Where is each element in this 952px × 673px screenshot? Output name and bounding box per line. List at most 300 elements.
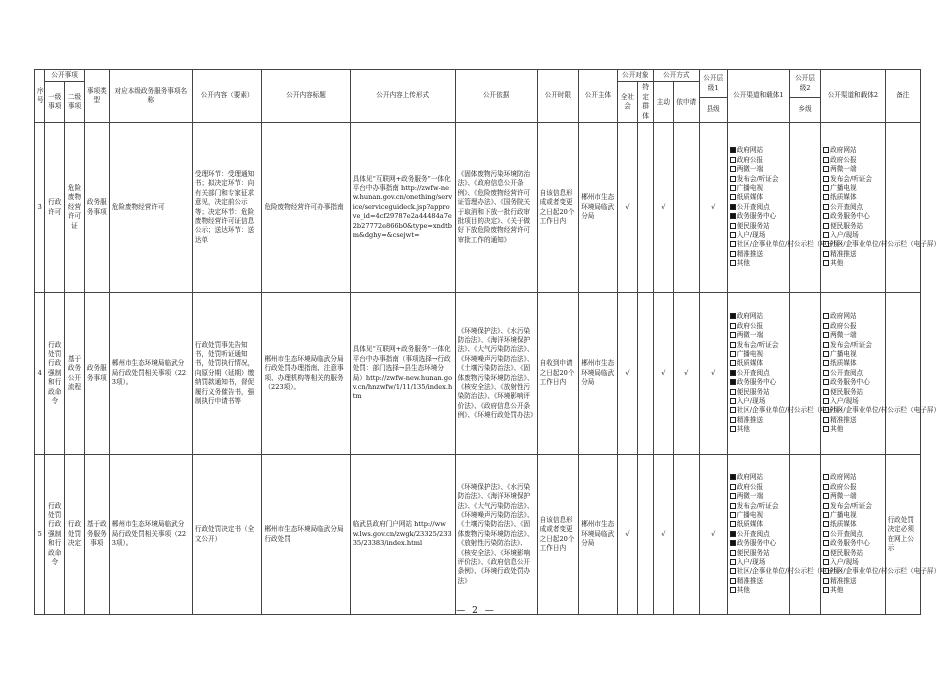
channel-label: 政府公报 <box>736 155 764 164</box>
channel-item <box>823 406 941 415</box>
row-level2 <box>790 123 821 293</box>
row-mark-active: √ <box>653 455 673 615</box>
channel-item <box>823 165 882 174</box>
channel-item <box>823 203 882 212</box>
channel-label: 便民服务站 <box>830 221 864 230</box>
channel-item <box>730 502 787 511</box>
channel-item <box>823 156 882 165</box>
channel-label: 公开查阅点 <box>736 368 770 377</box>
row-service-name: 郴州市生态环境局临武分局行政处罚相关事项（223项）。 <box>109 293 192 455</box>
checkbox-icon <box>823 147 829 153</box>
checkbox-icon <box>823 166 829 172</box>
channel-item <box>823 483 882 492</box>
checkbox-icon <box>823 407 829 413</box>
header-seq: 序号 <box>35 70 45 123</box>
channel-label: 纸质媒体 <box>830 359 857 368</box>
row-mark-specific <box>638 123 654 293</box>
channel-item <box>730 416 787 425</box>
channel-item <box>823 240 941 249</box>
row-basis: 《固体废物污染环境防治法》、《政府信息公开条例》、《危险废物经营许可证管理办法》、《国务院关于取消和下放一批行政审批项目的决定》、《关于做好下放危险废物经营许可审批工作的通知》 <box>455 123 537 293</box>
checkbox-icon <box>730 360 736 366</box>
header-level2-value: 乡级 <box>790 98 821 123</box>
channel-label: 广播电视 <box>830 350 857 359</box>
channel-item <box>823 539 882 548</box>
checkbox-icon <box>730 559 736 565</box>
channel-item <box>730 425 787 434</box>
checkbox-icon <box>823 360 829 366</box>
channel-label: 政府公报 <box>830 482 857 491</box>
checkbox-icon <box>823 587 829 593</box>
checkbox-icon <box>823 559 829 565</box>
checkbox-icon <box>730 185 736 191</box>
channel-item <box>730 492 787 501</box>
checkbox-icon <box>730 232 736 238</box>
channel-label: 政务服务中心 <box>736 378 777 387</box>
row-content-title: 郴州市生态环境局临武分局行政处罚办理指南、注意事项、办理机构等相关的服务（223项）。 <box>262 293 350 455</box>
channel-item <box>730 350 787 359</box>
row-mark-specific <box>638 455 654 615</box>
checkbox-icon <box>730 194 736 200</box>
channel-label: 社区/企事业单位/村公示栏（电子屏） <box>830 406 941 415</box>
checked-box-icon <box>730 531 736 537</box>
header-subject: 公开主体 <box>579 70 617 123</box>
disclosure-table <box>34 69 941 615</box>
header-method-active: 主动 <box>653 82 673 123</box>
channel-item <box>823 212 882 221</box>
channel-label: 广播电视 <box>830 511 857 520</box>
channel-item <box>823 193 882 202</box>
checkbox-icon <box>730 568 736 574</box>
row-mark-all: √ <box>617 293 638 455</box>
checkbox-icon <box>823 213 829 219</box>
channel-label: 政务服务中心 <box>736 212 777 221</box>
row-channels2 <box>821 123 941 293</box>
checked-box-icon <box>730 379 736 385</box>
header-channel2: 公开渠道和载体2 <box>821 70 885 123</box>
channel-item <box>730 250 787 259</box>
checkbox-icon <box>730 417 736 423</box>
channel-item <box>823 312 882 321</box>
header-level1: 公开层级1 <box>699 70 727 98</box>
page-number: — 2 — <box>456 606 496 616</box>
channel-item <box>823 322 882 331</box>
channel-label: 便民服务站 <box>830 548 864 557</box>
row-content: 行政处罚事先告知书，处罚听证通知书，处罚执行情况，向原分期（延期）缴纳罚款通知书，督促履行义务催告书，强制执行申请书等 <box>192 293 262 455</box>
header-item-type: 事项类型 <box>84 70 109 123</box>
channel-item <box>730 240 847 249</box>
row-channels2 <box>821 293 941 455</box>
channel-item <box>823 222 882 231</box>
channel-label: 广播电视 <box>736 350 764 359</box>
checkbox-icon <box>730 512 736 518</box>
channel-item <box>823 530 882 539</box>
channel-label: 政务服务中心 <box>736 539 777 548</box>
checkbox-icon <box>823 578 829 584</box>
row-item-type: 政务服务事项 <box>84 123 109 293</box>
channel-label: 社区/企事业单位/村公示栏（电子屏） <box>736 406 847 415</box>
channel-label: 政府网站 <box>736 312 764 321</box>
channel-label: 其他 <box>736 425 750 434</box>
channel-label: 广播电视 <box>736 184 764 193</box>
channel-item <box>823 549 882 558</box>
channel-item <box>730 369 787 378</box>
checkbox-icon <box>730 351 736 357</box>
checkbox-icon <box>730 176 736 182</box>
channel-label: 发布会/听证会 <box>736 174 779 183</box>
channel-label: 社区/企事业单位/村公示栏（电子屏） <box>830 240 941 249</box>
checked-box-icon <box>730 540 736 546</box>
channel-item <box>823 511 882 520</box>
checkbox-icon <box>730 166 736 172</box>
header-level2: 公开层级2 <box>790 70 821 98</box>
header-target-specific: 特定群体 <box>638 82 654 123</box>
row-level2-item: 行政处罚决定 <box>65 455 85 615</box>
row-time-limit: 自该信息形成或者变更之日起20个工作日内 <box>537 455 579 615</box>
checkbox-icon <box>730 332 736 338</box>
channel-label: 发布会/听证会 <box>830 340 872 349</box>
header-method: 公开方式 <box>653 70 699 82</box>
channel-item <box>730 406 847 415</box>
channel-item <box>823 184 882 193</box>
checkbox-icon <box>730 521 736 527</box>
channel-label: 发布会/听证会 <box>830 501 872 510</box>
checkbox-icon <box>823 379 829 385</box>
row-mark-apply <box>673 123 699 293</box>
channel-label: 精准推送 <box>830 576 857 585</box>
channel-label: 便民服务站 <box>736 548 770 557</box>
checked-box-icon <box>730 474 736 480</box>
channel-label: 政务服务中心 <box>830 212 870 221</box>
checkbox-icon <box>823 194 829 200</box>
channel-label: 其他 <box>736 259 750 268</box>
channel-item <box>730 165 787 174</box>
row-level1-item: 行政许可 <box>45 123 65 293</box>
checkbox-icon <box>823 204 829 210</box>
checkbox-icon <box>823 474 829 480</box>
channel-label: 两微一端 <box>736 165 764 174</box>
channel-label: 入户/现场 <box>830 397 859 406</box>
checkbox-icon <box>730 426 736 432</box>
table-row <box>35 123 921 293</box>
channel-label: 政府公报 <box>736 482 764 491</box>
channel-item <box>823 473 882 482</box>
channel-item <box>823 331 882 340</box>
row-item-type: 基于政务服务事项 <box>84 455 109 615</box>
channel-label: 政府网站 <box>736 146 764 155</box>
row-service-name: 郴州市生态环境局临武分局行政处罚相关事项（223项）。 <box>109 455 192 615</box>
channel-label: 入户/现场 <box>736 558 766 567</box>
channel-item <box>730 577 787 586</box>
checkbox-icon <box>730 342 736 348</box>
channel-label: 公开查阅点 <box>736 529 770 538</box>
row-remark <box>885 293 920 455</box>
row-mark-level1: √ <box>699 455 727 615</box>
channel-label: 政府公报 <box>830 321 857 330</box>
table-row <box>35 455 921 615</box>
row-subject: 郴州市生态环境局临武分局 <box>579 293 617 455</box>
channel-label: 两微一端 <box>830 165 857 174</box>
channel-label: 政务服务中心 <box>830 378 870 387</box>
checkbox-icon <box>823 176 829 182</box>
channel-label: 政府网站 <box>830 473 857 482</box>
channel-label: 入户/现场 <box>830 558 859 567</box>
channel-label: 便民服务站 <box>736 221 770 230</box>
row-mark-all: √ <box>617 123 638 293</box>
header-content-title: 公开内容标题 <box>262 70 350 123</box>
channel-item <box>823 259 882 268</box>
channel-label: 其他 <box>736 586 750 595</box>
channel-item <box>823 378 882 387</box>
channel-label: 公开查阅点 <box>830 368 864 377</box>
channel-label: 两微一端 <box>830 492 857 501</box>
channel-item <box>730 222 787 231</box>
checkbox-icon <box>730 503 736 509</box>
header-basis: 公开依据 <box>455 70 537 123</box>
checkbox-icon <box>730 223 736 229</box>
channel-item <box>730 184 787 193</box>
row-seq: 4 <box>35 293 45 455</box>
checkbox-icon <box>823 521 829 527</box>
row-mark-level1: √ <box>699 123 727 293</box>
channel-item <box>730 322 787 331</box>
row-mark-all: √ <box>617 455 638 615</box>
channel-item <box>823 577 882 586</box>
checkbox-icon <box>823 223 829 229</box>
channel-label: 便民服务站 <box>830 387 864 396</box>
header-time-limit: 公开时限 <box>537 70 579 123</box>
row-subject: 郴州市生态环境局临武分局 <box>579 123 617 293</box>
row-mark-active: √ <box>653 123 673 293</box>
checkbox-icon <box>730 241 736 247</box>
header-remark: 备注 <box>885 70 920 123</box>
checkbox-icon <box>730 587 736 593</box>
row-basis: 《环境保护法》、《水污染防治法》、《海洋环境保护法》、《大气污染防治法》、《环境噪声污染防治法》、《土壤污染防治法》、《固体废物污染环境防治法》、《核安全法》、《放射性污染防治法》、《环境影响评价法》、《政府信息公开条例》、《环境行政处罚办法》 <box>455 293 537 455</box>
checked-box-icon <box>730 370 736 376</box>
checkbox-icon <box>730 578 736 584</box>
row-upload-form: 临武县政府门户网站 http://www.lws.gov.cn/zwgk/23325/23335/23383/index.html <box>350 455 455 615</box>
channel-label: 两微一端 <box>736 492 764 501</box>
checkbox-icon <box>823 251 829 257</box>
channel-label: 发布会/听证会 <box>736 501 779 510</box>
header-level1-item: 一级事项 <box>45 82 65 123</box>
row-channels1 <box>727 293 847 455</box>
header-public-item: 公开事项 <box>45 70 84 82</box>
channel-label: 政府网站 <box>830 312 857 321</box>
channel-item <box>730 378 787 387</box>
channel-item <box>823 567 941 576</box>
row-time-limit: 自收到申请之日起20个工作日内 <box>537 293 579 455</box>
checkbox-icon <box>823 417 829 423</box>
header-content: 公开内容（要素） <box>192 70 262 123</box>
checked-box-icon <box>730 213 736 219</box>
channel-label: 社区/企事业单位/村公示栏（电子屏） <box>736 567 847 576</box>
channel-label: 公开查阅点 <box>830 202 864 211</box>
checkbox-icon <box>823 313 829 319</box>
row-level1-item: 行政处罚行政强制和行政命令 <box>45 455 65 615</box>
checkbox-icon <box>823 241 829 247</box>
row-mark-apply <box>673 455 699 615</box>
checkbox-icon <box>730 157 736 163</box>
header-channel1: 公开渠道和载体1 <box>727 70 789 123</box>
checkbox-icon <box>823 232 829 238</box>
row-time-limit: 自该信息形成或者变更之日起20个工作日内 <box>537 123 579 293</box>
row-seq: 5 <box>35 455 45 615</box>
row-upload-form: 具体见“互联网+政务服务”一体化平台中办事指南 http://zwfw-new.hunan.gov.cn/onething/service/serviceguideck.jsp?approve_id=4cf29787e2a44484a7e2b27772e866b0&type=xndtbm&dghy=&csejwt= <box>350 123 455 293</box>
row-upload-form: 具体见“互联网+政务服务”一体化平台中办事指南（事项选择→行政处罚：部门选择→县生态环境分局）http://zwfw-new.hunan.gov.cn/hnzwfw/1/11/135/index.htm <box>350 293 455 455</box>
header-level2-item: 二级事项 <box>65 82 85 123</box>
row-content-title: 郴州市生态环境局临武分局行政处罚 <box>262 455 350 615</box>
row-remark: 行政处罚决定必须在网上公示 <box>885 455 920 615</box>
checkbox-icon <box>823 512 829 518</box>
channel-item <box>823 416 882 425</box>
checked-box-icon <box>730 147 736 153</box>
channel-label: 广播电视 <box>736 511 764 520</box>
header-service-name: 对应本级政务服务事项名称 <box>109 70 192 123</box>
channel-item <box>730 359 787 368</box>
checkbox-icon <box>823 493 829 499</box>
channel-label: 精准推送 <box>736 415 764 424</box>
checkbox-icon <box>730 484 736 490</box>
channel-label: 纸质媒体 <box>736 520 764 529</box>
channel-item <box>823 520 882 529</box>
table-row <box>35 293 921 455</box>
channel-item <box>730 259 787 268</box>
checkbox-icon <box>730 323 736 329</box>
channel-item <box>730 586 787 595</box>
checkbox-icon <box>823 484 829 490</box>
checkbox-icon <box>823 531 829 537</box>
channel-label: 精准推送 <box>736 576 764 585</box>
row-mark-active: √ <box>653 293 673 455</box>
row-subject: 郴州市生态环境局临武分局 <box>579 455 617 615</box>
channel-item <box>730 483 787 492</box>
channel-item <box>823 369 882 378</box>
channel-label: 其他 <box>830 425 844 434</box>
row-level2 <box>790 293 821 455</box>
channel-item <box>730 539 787 548</box>
checkbox-icon <box>823 157 829 163</box>
row-level2 <box>790 455 821 615</box>
channel-item <box>823 250 882 259</box>
header-upload-form: 公开内容上传形式 <box>350 70 455 123</box>
checkbox-icon <box>823 503 829 509</box>
checkbox-icon <box>823 260 829 266</box>
row-basis: 《环境保护法》、《水污染防治法》、《海洋环境保护法》、《大气污染防治法》、《环境噪声污染防治法》、《土壤污染防治法》、《固体废物污染环境防治法》、《放射性污染防治法》、《核安全法》、《环境影响评价法》、《政府信息公开条例》、《环境行政处罚办法》 <box>455 455 537 615</box>
row-level2-item: 基于政务公开流程 <box>65 293 85 455</box>
channel-item <box>823 146 882 155</box>
checkbox-icon <box>730 389 736 395</box>
header-method-apply: 依申请 <box>673 82 699 123</box>
row-content: 行政处罚决定书（全文公开） <box>192 455 262 615</box>
channel-label: 公开查阅点 <box>736 202 770 211</box>
row-channels1 <box>727 455 847 615</box>
channel-item <box>823 359 882 368</box>
channel-label: 精准推送 <box>830 249 857 258</box>
channel-item <box>823 502 882 511</box>
channel-item <box>730 567 847 576</box>
channel-label: 社区/企事业单位/村公示栏（电子屏） <box>736 240 847 249</box>
checked-box-icon <box>730 313 736 319</box>
channel-label: 公开查阅点 <box>830 529 864 538</box>
header-level1-value: 县级 <box>699 98 727 123</box>
channel-item <box>730 193 787 202</box>
channel-item <box>730 312 787 321</box>
checkbox-icon <box>823 389 829 395</box>
checkbox-icon <box>823 540 829 546</box>
row-mark-level1: √ <box>699 293 727 455</box>
channel-item <box>730 212 787 221</box>
channel-item <box>730 341 787 350</box>
channel-item <box>823 175 882 184</box>
channel-label: 社区/企事业单位/村公示栏（电子屏） <box>830 567 941 576</box>
row-item-type: 政务服务事项 <box>84 293 109 455</box>
checkbox-icon <box>823 342 829 348</box>
channel-label: 广播电视 <box>830 184 857 193</box>
channel-item <box>730 203 787 212</box>
channel-label: 精准推送 <box>736 249 764 258</box>
channel-item <box>730 520 787 529</box>
checkbox-icon <box>730 260 736 266</box>
header-target: 公开对象 <box>617 70 653 82</box>
channel-label: 入户/现场 <box>736 397 766 406</box>
checkbox-icon <box>730 493 736 499</box>
checked-box-icon <box>730 204 736 210</box>
channel-label: 精准推送 <box>830 415 857 424</box>
checkbox-icon <box>823 370 829 376</box>
channel-label: 发布会/听证会 <box>736 340 779 349</box>
row-content: 受理环节：受理通知书；拟决定环节：向有关部门和专家征求意见，决定前公示等；决定环节：危险废物经营许可证信息公示；送达环节：送达单 <box>192 123 262 293</box>
channel-item <box>730 473 787 482</box>
channel-label: 政府公报 <box>736 321 764 330</box>
channel-item <box>823 388 882 397</box>
channel-item <box>823 586 882 595</box>
checkbox-icon <box>823 568 829 574</box>
channel-item <box>730 175 787 184</box>
row-level1-item: 行政处罚行政强制和行政命令 <box>45 293 65 455</box>
channel-label: 纸质媒体 <box>736 193 764 202</box>
checkbox-icon <box>823 351 829 357</box>
channel-label: 入户/现场 <box>736 231 766 240</box>
checkbox-icon <box>730 550 736 556</box>
channel-item <box>823 492 882 501</box>
channel-label: 纸质媒体 <box>830 193 857 202</box>
row-mark-apply: √ <box>673 293 699 455</box>
checkbox-icon <box>823 398 829 404</box>
channel-label: 发布会/听证会 <box>830 174 872 183</box>
checkbox-icon <box>823 550 829 556</box>
checkbox-icon <box>823 426 829 432</box>
channel-item <box>730 156 787 165</box>
checkbox-icon <box>730 407 736 413</box>
row-channels1 <box>727 123 847 293</box>
channel-label: 纸质媒体 <box>736 359 764 368</box>
channel-item <box>730 549 787 558</box>
channel-item <box>730 146 787 155</box>
channel-label: 政府网站 <box>736 473 764 482</box>
channel-item <box>823 425 882 434</box>
channel-item <box>823 350 882 359</box>
row-mark-specific <box>638 293 654 455</box>
channel-label: 入户/现场 <box>830 231 859 240</box>
checkbox-icon <box>823 323 829 329</box>
channel-label: 便民服务站 <box>736 387 770 396</box>
channel-label: 纸质媒体 <box>830 520 857 529</box>
row-remark <box>885 123 920 293</box>
channel-item <box>730 530 787 539</box>
channel-item <box>730 388 787 397</box>
channel-item <box>823 341 882 350</box>
channel-label: 政府公报 <box>830 155 857 164</box>
